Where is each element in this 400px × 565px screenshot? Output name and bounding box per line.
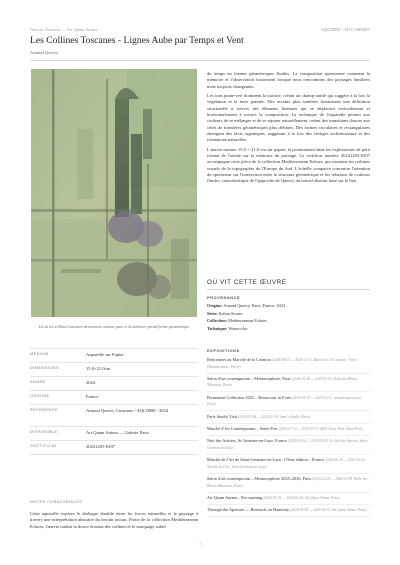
- provenance-row: [207, 325, 370, 333]
- detail-row-available: [30, 426, 198, 440]
- exposition-name: Art Quam Anima – Pre-opening: [207, 494, 263, 500]
- artwork-image: [31, 69, 197, 317]
- detail-row-certificate: [30, 440, 198, 454]
- title-divider: [30, 60, 370, 61]
- page-title: Les Collines Toscanes - Lignes Aube par Temps et Vent: [30, 35, 244, 46]
- exposition-meta: (2026-03-08 — 2026-04-30, Art Quam Anima, Paris): [290, 508, 367, 513]
- provenance-value: Watercolor: [228, 325, 248, 331]
- exposition-item: [207, 376, 370, 393]
- provenance-row: [207, 310, 370, 318]
- exposition-name: Paris Studio Visit: [207, 413, 237, 419]
- notes-heading: NOTES CURATORIALES: [30, 500, 83, 504]
- exposition-item: [207, 495, 370, 505]
- exposition-meta: (2025-07-12 — 2025-07-17, MAC Seine-Port, Seine-Port): [278, 426, 363, 431]
- details-bottom-rule: [30, 454, 198, 455]
- exposition-item: [207, 438, 370, 455]
- description-paragraph: du temps en formes géométriques fluides. La composition questionne comment la mémoire et l'observation fusionnent lorsque nous rencontrons des paysages familiers mais toujours changeants.: [207, 71, 370, 89]
- exposition-meta: (2024-10-26 — 2025-01-02, Halle des Blancs Manteaux, Paris): [207, 376, 358, 388]
- exposition-name: Through the Aperture — Research on Harmony: [207, 507, 290, 513]
- exposition-item: [207, 507, 370, 517]
- detail-label: RÉFÉRENCE: [30, 408, 58, 412]
- detail-value: Art Quam Anima — Galerie Paris: [86, 430, 149, 435]
- detail-label: DIMENSIONS: [30, 366, 60, 370]
- detail-row-year: [30, 376, 198, 390]
- exposition-name: Permanent Collection 2025 – Bonsecour in Foret: [207, 394, 292, 400]
- exposition-item: [207, 414, 370, 424]
- provenance-label: Technique:: [207, 325, 228, 331]
- provenance-value: Mediterranean Echoes: [228, 318, 267, 324]
- exposition-meta: (2025-06-14 — 2025-06-14, Marché de l'Art, Saint-Germain-en-Laye): [207, 458, 366, 469]
- exposition-meta: (2025-12-20 — 2026-01-09, Halle des Blancs Manteaux, Paris): [207, 476, 368, 488]
- exposition-item: [207, 395, 370, 412]
- header-reference: AQC0800 – NTC-996597: [320, 27, 370, 32]
- page-number: 1: [198, 541, 202, 546]
- exposition-meta: (2025-01-07 — 2025-12-31, artaudeaquercy.art, Paris): [207, 395, 363, 407]
- exposition-item: [207, 357, 370, 374]
- detail-label: ANNÉE: [30, 380, 46, 384]
- detail-label: DISPONIBLE: [30, 430, 58, 434]
- exposition-meta: (2025-05-24 — 2025-05-25, La Nuit des Artistes, Saint-Germain-en-Laye): [207, 439, 369, 450]
- artist-name: Arnaud Quercy: [30, 50, 59, 55]
- provenance-row: [207, 302, 370, 310]
- provenance-value: Arnaud Quercy, Paris, France, 2024: [223, 303, 286, 308]
- provenance-label: Origine:: [207, 303, 223, 308]
- detail-row-origin: [30, 390, 198, 404]
- running-header: [30, 27, 370, 35]
- detail-value: 15.0×21.0cm: [86, 366, 111, 371]
- description-column: [207, 71, 370, 188]
- section-divider: [207, 289, 370, 290]
- details-table: [30, 348, 198, 455]
- detail-row-medium: [30, 348, 198, 362]
- detail-value: 20241205-0297: [86, 444, 116, 449]
- exposition-name: Rencontres au Marché de la Création: [207, 357, 271, 362]
- exposition-name: Marché de l'Art de Saint-Germain-en-Laye, 17ème édition – France: [207, 457, 324, 463]
- exposition-name: Marché d'Art Contemporain – Seine Port: [207, 425, 278, 431]
- exposition-meta: (2024-04-23 — 2024-12-31, Marché de la Création - Paris (Montparnasse, Paris)): [207, 358, 357, 369]
- provenance-heading: PROVENANCE: [207, 295, 241, 300]
- exposition-item: [207, 457, 370, 474]
- exposition-meta: (2025-02-18 — 2025-02-28, Anna's Studio, Paris): [238, 414, 311, 419]
- detail-label: CERTIFICAT: [30, 444, 58, 448]
- where-artwork-lives-heading: OÙ VIT CETTE ŒUVRE: [207, 279, 287, 286]
- exposition-item: [207, 426, 370, 436]
- header-left: Notices d'œuvres — Art Quam Anima: [30, 27, 98, 32]
- detail-row-reference: [30, 404, 198, 426]
- exposition-name: Nuit des Artistes, St Germain-en-Laye, France: [207, 438, 287, 444]
- provenance-list: [207, 302, 370, 332]
- description-paragraph: Les tons jaune-vert dominent la surface, créant un champ unifié qui suggère à la fois la végétation et la terre patinée. Des accents plus sombres fournissent une définition structurelle à travers des éléments linéaires qui se déplacent verticalement et horizontalement à travers la composition. La technique de l'aquarelle permet aux couleurs de se mélanger et de se séparer naturellement, créant des transitions douces aux côtés de frontières géométriques plus définies. Des formes circulaires et rectangulaires émergent des lavis organiques, suggérant à la fois des vestiges architecturaux et des formations naturelles.: [207, 93, 370, 143]
- exposition-meta: (2026-01-25 — 2026-02-28, Art Quam Anima, Paris): [263, 495, 340, 500]
- notes-text: Cette aquarelle explore le dialogue durable entre les forces naturelles et le paysage à travers une interprétation abstraite du terrain toscan. Partie de la collection Mediterranean Echoes, l'œuvre traduit la douce érosion des collines et le marquage subtil: [30, 511, 198, 529]
- detail-label: ORIGINE: [30, 394, 50, 398]
- exposition-name: Salon d'art contemporain – Metamorphose, Paris: [207, 375, 291, 381]
- detail-value: Aquarelle sur Papier: [86, 352, 124, 357]
- provenance-label: Collection:: [207, 318, 228, 324]
- exposition-name: Salon d'art contemporain – Metamorphose 2025–2026, Paris: [207, 475, 312, 481]
- detail-value: Arnaud Quercy Creations / AQC0800 / 2024: [86, 408, 169, 413]
- provenance-value: Italian Stones: [218, 310, 243, 316]
- artwork-caption: Là où les collines toscanes deviennent couleur pure et la mémoire prend forme géométrique: [38, 324, 190, 329]
- exposition-item: [207, 476, 370, 493]
- description-paragraph: L'œuvre mesure 15,0 × 21,0 cm sur papier, la positionnant dans les explorations de petit format de l'artiste sur la mémoire du paysage. Le certificat numéro 20241205-0297 accompagne cette pièce de la collection Mediterranean Echoes, qui examine les rythmes visuels de la topographie de l'Europe du Sud. L'échelle compacte concentre l'attention du spectateur sur l'interaction entre la structure géométrique et les relations de couleurs fluides, caractéristique de l'approche de Quercy du travail abstrait basé sur le lieu.: [207, 146, 370, 184]
- detail-row-dimensions: [30, 362, 198, 376]
- provenance-label: Série:: [207, 310, 218, 316]
- detail-value: 2024: [86, 380, 96, 385]
- provenance-row: [207, 317, 370, 325]
- expositions-list: [207, 357, 370, 519]
- detail-value: France: [86, 394, 99, 399]
- detail-label: MÉDIUM: [30, 352, 49, 356]
- expositions-heading: EXPOSITIONS: [207, 348, 240, 353]
